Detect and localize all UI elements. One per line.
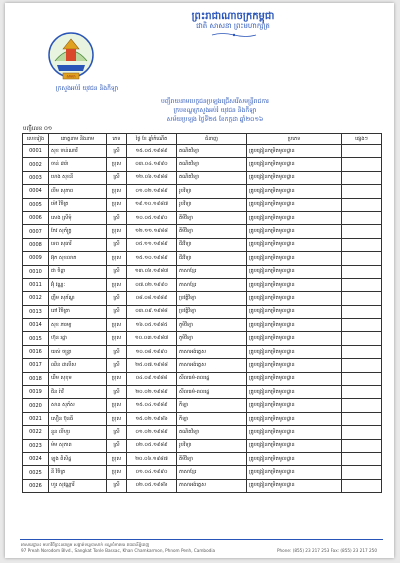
cell-name: សុខ ចាន់ណារី <box>49 145 107 158</box>
cell-type: គ្រូបង្រៀនកម្រិតមូលដ្ឋាន <box>247 412 342 425</box>
cell-sex: ស្រី <box>107 426 127 439</box>
cell-skill: រូបវិទ្យា <box>177 439 247 452</box>
kingdom-heading: ព្រះរាជាណាចក្រកម្ពុជា <box>191 11 275 22</box>
cell-skill: ប្រវត្តិវិទ្យា <box>177 292 247 305</box>
cell-name: ហ៊ុន រដ្ឋា <box>49 332 107 345</box>
cell-type: គ្រូបង្រៀនកម្រិតមូលដ្ឋាន <box>247 252 342 265</box>
cell-name: ឡុង ពិសិដ្ឋ <box>49 452 107 465</box>
col-header-skill: ជំនាញ <box>177 134 247 145</box>
table-row <box>23 386 382 399</box>
title-line-2: ក្របខណ្ឌក្រសួងអប់រំ យុវជន និងកីឡា <box>173 107 257 114</box>
title-line-1: បញ្ជីរាយនាមបេក្ខជនប្រឡងជ្រើសរើសមន្ត្រីរាជការ <box>161 98 269 105</box>
cell-number: 0011 <box>23 278 49 291</box>
cell-dob: ០៧.០២.១៩៩០ <box>127 278 177 291</box>
table-row <box>23 198 382 211</box>
cell-sex: ប្រុស <box>107 225 127 238</box>
table-row <box>23 158 382 171</box>
cell-sex: ស្រី <box>107 345 127 358</box>
cell-type: គ្រូបង្រៀនកម្រិតមូលដ្ឋាន <box>247 238 342 251</box>
cell-name: ទេព សុធារី <box>49 238 107 251</box>
footer-phone: Phone: (855) 23 217 253 Fax: (855) 23 217 250 <box>277 548 377 553</box>
table-row <box>23 211 382 224</box>
cell-sex: ប្រុស <box>107 198 127 211</box>
cell-skill: រូបវិទ្យា <box>177 185 247 198</box>
cell-name: កែវ សុភ័ក្ត្រ <box>49 225 107 238</box>
footer-address-english <box>21 548 381 553</box>
cell-remarks <box>342 171 382 184</box>
cell-type: គ្រូបង្រៀនកម្រិតមូលដ្ឋាន <box>247 372 342 385</box>
cell-name: ហួរ សុវណ្ណារី <box>49 479 107 492</box>
cell-number: 0006 <box>23 211 49 224</box>
cell-remarks <box>342 426 382 439</box>
cell-type: គ្រូបង្រៀនកម្រិតមូលដ្ឋាន <box>247 305 342 318</box>
document-title <box>65 97 365 124</box>
cell-number: 0008 <box>23 238 49 251</box>
table-row <box>23 252 382 265</box>
cell-remarks <box>342 211 382 224</box>
cell-name: សាន សុភ័ស <box>49 399 107 412</box>
cell-type: គ្រូបង្រៀនកម្រិតមូលដ្ឋាន <box>247 211 342 224</box>
ministry-name: ក្រសួងអប់រំ យុវជន និងកីឡា <box>55 85 119 92</box>
cell-number: 0005 <box>23 198 49 211</box>
table-row <box>23 332 382 345</box>
cell-type: គ្រូបង្រៀនកម្រិតមូលដ្ឋាន <box>247 479 342 492</box>
cell-remarks <box>342 145 382 158</box>
cell-name: សេង ស្រីមុំ <box>49 211 107 224</box>
cell-dob: ២០.០២.១៩៨៩ <box>127 386 177 399</box>
table-row <box>23 372 382 385</box>
cell-sex: ប្រុស <box>107 252 127 265</box>
table-row <box>23 265 382 278</box>
cell-type: គ្រូបង្រៀនកម្រិតមូលដ្ឋាន <box>247 332 342 345</box>
cell-type: គ្រូបង្រៀនកម្រិតមូលដ្ឋាន <box>247 359 342 372</box>
cell-number: 0019 <box>23 386 49 399</box>
cell-number: 0004 <box>23 185 49 198</box>
table-row <box>23 479 382 492</box>
cell-dob: ០២.០៥.១៩៨៩ <box>127 439 177 452</box>
cell-sex: ប្រុស <box>107 185 127 198</box>
cell-dob: ០៥.១១.១៩៨៩ <box>127 238 177 251</box>
cell-skill: ភូមិវិទ្យា <box>177 332 247 345</box>
cell-remarks <box>342 359 382 372</box>
cell-skill: គណិតវិទ្យា <box>177 426 247 439</box>
cell-dob: ១៣.០៦.១៩៨៧ <box>127 265 177 278</box>
cell-dob: ២០.០៦.១៩៨៧ <box>127 452 177 465</box>
cell-remarks <box>342 252 382 265</box>
table-row <box>23 171 382 184</box>
national-motto: ជាតិ សាសនា ព្រះមហាក្សត្រ <box>196 22 270 30</box>
cell-number: 0003 <box>23 171 49 184</box>
cell-dob: ០៣.០៩.១៩៨៨ <box>127 305 177 318</box>
cell-sex: ស្រី <box>107 479 127 492</box>
cell-remarks <box>342 452 382 465</box>
document-page <box>5 3 394 558</box>
cell-sex: ស្រី <box>107 238 127 251</box>
cell-dob: ០៨.០៨.១៩៨៩ <box>127 292 177 305</box>
cell-type: គ្រូបង្រៀនកម្រិតមូលដ្ឋាន <box>247 319 342 332</box>
cell-number: 0015 <box>23 332 49 345</box>
candidate-table <box>22 133 382 493</box>
cell-type: គ្រូបង្រៀនកម្រិតមូលដ្ឋាន <box>247 292 342 305</box>
table-row <box>23 439 382 452</box>
cell-skill: ភាសាខ្មែរ <box>177 265 247 278</box>
cell-name: ឃឹម សុខុម <box>49 372 107 385</box>
cell-sex: ប្រុស <box>107 332 127 345</box>
table-row <box>23 426 382 439</box>
cell-type: គ្រូបង្រៀនកម្រិតមូលដ្ឋាន <box>247 439 342 452</box>
ornament-divider <box>210 32 258 38</box>
cell-dob: ០១.០៤.១៩៩០ <box>127 466 177 479</box>
cell-sex: ស្រី <box>107 211 127 224</box>
cell-skill: កីឡា <box>177 412 247 425</box>
cell-remarks <box>342 479 382 492</box>
table-row <box>23 359 382 372</box>
table-row <box>23 292 382 305</box>
col-header-name: គោត្តនាម និងនាម <box>49 134 107 145</box>
cell-name: ពៅ វិចិត្រា <box>49 305 107 318</box>
title-line-3: សម័យប្រឡង ថ្ងៃទី២៥ ខែកក្កដា ឆ្នាំ២០១៦ <box>166 116 264 123</box>
cell-name: សុខ ភារម្យ <box>49 319 107 332</box>
cell-remarks <box>342 399 382 412</box>
cell-type: គ្រូបង្រៀនកម្រិតមូលដ្ឋាន <box>247 185 342 198</box>
cell-number: 0025 <box>23 466 49 479</box>
cell-skill: គណិតវិទ្យា <box>177 171 247 184</box>
cell-sex: ប្រុស <box>107 399 127 412</box>
table-row <box>23 319 382 332</box>
cell-name: សឿន ប៊ុនធី <box>49 412 107 425</box>
cell-skill: ភាសាខ្មែរ <box>177 278 247 291</box>
cell-dob: ២៥.០៧.១៩៨៨ <box>127 359 177 372</box>
cell-dob: ១៩.១០.១៩៨៧ <box>127 198 177 211</box>
cell-number: 0009 <box>23 252 49 265</box>
cell-number: 0007 <box>23 225 49 238</box>
cell-dob: ១៦.០៥.១៩៨៥ <box>127 319 177 332</box>
cell-skill: ភាសាខ្មែរ <box>177 466 247 479</box>
cell-type: គ្រូបង្រៀនកម្រិតមូលដ្ឋាន <box>247 426 342 439</box>
cell-dob: ១២.០៦.១៩៨៨ <box>127 171 177 184</box>
cell-type: គ្រូបង្រៀនកម្រិតមូលដ្ឋាន <box>247 345 342 358</box>
cell-number: 0021 <box>23 412 49 425</box>
svg-text:សាលា: សាលា <box>66 74 76 79</box>
cell-type: គ្រូបង្រៀនកម្រិតមូលដ្ឋាន <box>247 386 342 399</box>
cell-name: យស់ ចន្ទ្រា <box>49 345 107 358</box>
cell-name: ហេង សុខនី <box>49 171 107 184</box>
table-row <box>23 145 382 158</box>
cell-remarks <box>342 466 382 479</box>
cell-sex: ប្រុស <box>107 158 127 171</box>
cell-name: ម៉ៅ វិចិត្រ <box>49 198 107 211</box>
cell-skill: សីលធម៌-ពលរដ្ឋ <box>177 386 247 399</box>
cell-name: នួន លីហួរ <box>49 426 107 439</box>
col-header-type: ប្រភេទ <box>247 134 342 145</box>
cell-name: ចាន់ ដារ៉ា <box>49 158 107 171</box>
cell-type: គ្រូបង្រៀនកម្រិតមូលដ្ឋាន <box>247 225 342 238</box>
footer-address-khmer: អាសយដ្ឋាន៖ មហាវិថីព្រះនរោត្តម សង្កាត់ទន្លេបាសាក់ ខណ្ឌចំការមន រាជធានីភ្នំពេញ <box>21 542 150 547</box>
cell-dob: ០១.០២.១៩៨៩ <box>127 426 177 439</box>
cell-sex: ប្រុស <box>107 319 127 332</box>
cell-number: 0018 <box>23 372 49 385</box>
col-header-sex: ភេទ <box>107 134 127 145</box>
cell-remarks <box>342 278 382 291</box>
cell-number: 0016 <box>23 345 49 358</box>
table-row <box>23 305 382 318</box>
cell-remarks <box>342 345 382 358</box>
cell-name: អ៊ុំ វណ្ណៈ <box>49 278 107 291</box>
table-row <box>23 238 382 251</box>
table-row <box>23 185 382 198</box>
cell-number: 0013 <box>23 305 49 318</box>
cell-skill: គីមីវិទ្យា <box>177 225 247 238</box>
cell-remarks <box>342 238 382 251</box>
cell-remarks <box>342 319 382 332</box>
cell-sex: ស្រី <box>107 305 127 318</box>
cell-name: អ៊ុក សុខលាភ <box>49 252 107 265</box>
table-row <box>23 412 382 425</box>
cell-skill: ភាសាអង់គ្លេស <box>177 479 247 492</box>
cell-sex: ស្រី <box>107 171 127 184</box>
cell-sex: ស្រី <box>107 359 127 372</box>
cell-remarks <box>342 265 382 278</box>
cell-number: 0024 <box>23 452 49 465</box>
cell-sex: ស្រី <box>107 265 127 278</box>
cell-remarks <box>342 412 382 425</box>
cell-remarks <box>342 225 382 238</box>
cell-dob: ០២.០៥.១៩៨៦ <box>127 479 177 492</box>
cell-dob: ១២.១១.១៩៨៨ <box>127 225 177 238</box>
cell-skill: ជីវវិទ្យា <box>177 238 247 251</box>
cell-name: ម៉ម សុភាព <box>49 439 107 452</box>
cell-sex: ស្រី <box>107 292 127 305</box>
cell-remarks <box>342 185 382 198</box>
cell-dob: ០៣.០៤.១៩៩០ <box>127 158 177 171</box>
cell-number: 0001 <box>23 145 49 158</box>
table-row <box>23 225 382 238</box>
cell-skill: ប្រវត្តិវិទ្យា <box>177 305 247 318</box>
table-row <box>23 345 382 358</box>
cell-dob: ១០.០៥.១៩៩០ <box>127 211 177 224</box>
cell-sex: ប្រុស <box>107 412 127 425</box>
cell-skill: គណិតវិទ្យា <box>177 158 247 171</box>
cell-name: ឈិន ដាលីស <box>49 359 107 372</box>
cell-type: គ្រូបង្រៀនកម្រិតមូលដ្ឋាន <box>247 158 342 171</box>
cell-remarks <box>342 198 382 211</box>
cell-type: គ្រូបង្រៀនកម្រិតមូលដ្ឋាន <box>247 452 342 465</box>
cell-sex: ស្រី <box>107 439 127 452</box>
cell-remarks <box>342 292 382 305</box>
cell-name: ញឹម សុភ័ណ្ឌ <box>49 292 107 305</box>
cell-number: 0002 <box>23 158 49 171</box>
cell-number: 0020 <box>23 399 49 412</box>
col-header-remarks: ផ្សេងៗ <box>342 134 382 145</box>
cell-dob: ១០.០៣.១៩៨៧ <box>127 332 177 345</box>
cell-name: ជា ចិន្ដា <box>49 265 107 278</box>
table-row <box>23 399 382 412</box>
cell-dob: ១៥.១០.១៩៨៩ <box>127 252 177 265</box>
table-header-row <box>23 134 382 145</box>
cell-number: 0023 <box>23 439 49 452</box>
cell-remarks <box>342 372 382 385</box>
cell-skill: គីមីវិទ្យា <box>177 211 247 224</box>
cell-sex: ប្រុស <box>107 372 127 385</box>
cell-type: គ្រូបង្រៀនកម្រិតមូលដ្ឋាន <box>247 399 342 412</box>
cell-dob: ១៥.០៤.១៩៨៩ <box>127 399 177 412</box>
cell-skill: ភូមិវិទ្យា <box>177 319 247 332</box>
ministry-emblem-logo <box>47 31 95 83</box>
cell-remarks <box>342 158 382 171</box>
cell-remarks <box>342 305 382 318</box>
cell-remarks <box>342 332 382 345</box>
cell-number: 0026 <box>23 479 49 492</box>
cell-skill: សីលធម៌-ពលរដ្ឋ <box>177 372 247 385</box>
cell-number: 0022 <box>23 426 49 439</box>
cell-name: នី វិចិត្រ <box>49 466 107 479</box>
cell-dob: ១៥.០៥.១៩៨៩ <box>127 145 177 158</box>
cell-type: គ្រូបង្រៀនកម្រិតមូលដ្ឋាន <box>247 171 342 184</box>
cell-remarks <box>342 386 382 399</box>
table-row <box>23 466 382 479</box>
cell-remarks <box>342 439 382 452</box>
cell-number: 0010 <box>23 265 49 278</box>
footer-divider <box>20 539 383 540</box>
cell-number: 0012 <box>23 292 49 305</box>
cell-type: គ្រូបង្រៀនកម្រិតមូលដ្ឋាន <box>247 145 342 158</box>
cell-sex: ស្រី <box>107 145 127 158</box>
cell-dob: ១០.០៨.១៩៩០ <box>127 345 177 358</box>
table-row <box>23 452 382 465</box>
cell-skill: កីឡា <box>177 399 247 412</box>
cell-sex: ស្រី <box>107 386 127 399</box>
cell-type: គ្រូបង្រៀនកម្រិតមូលដ្ឋាន <box>247 198 342 211</box>
cell-sex: ប្រុស <box>107 278 127 291</box>
cell-name: លីម សុភាព <box>49 185 107 198</box>
cell-skill: ភាសាអង់គ្លេស <box>177 359 247 372</box>
col-header-number: លេខរៀង <box>23 134 49 145</box>
cell-number: 0017 <box>23 359 49 372</box>
cell-dob: ០៤.០៩.១៩៨៨ <box>127 372 177 385</box>
list-number: បញ្ជីលេខ ០១ <box>23 126 53 132</box>
cell-name: ជិន រ៉ាវី <box>49 386 107 399</box>
cell-skill: រូបវិទ្យា <box>177 198 247 211</box>
cell-skill: ជីវវិទ្យា <box>177 252 247 265</box>
table-row <box>23 278 382 291</box>
cell-type: គ្រូបង្រៀនកម្រិតមូលដ្ឋាន <box>247 265 342 278</box>
cell-sex: ប្រុស <box>107 466 127 479</box>
cell-dob: ១៥.០២.១៩៨៦ <box>127 412 177 425</box>
cell-dob: ០១.០២.១៩៨៩ <box>127 185 177 198</box>
cell-skill: គណិតវិទ្យា <box>177 145 247 158</box>
cell-type: គ្រូបង្រៀនកម្រិតមូលដ្ឋាន <box>247 278 342 291</box>
cell-skill: គីមីវិទ្យា <box>177 452 247 465</box>
col-header-dob: ថ្ងៃ ខែ ឆ្នាំកំណើត <box>127 134 177 145</box>
cell-number: 0014 <box>23 319 49 332</box>
cell-sex: ប្រុស <box>107 452 127 465</box>
cell-type: គ្រូបង្រៀនកម្រិតមូលដ្ឋាន <box>247 466 342 479</box>
cell-skill: ភាសាអង់គ្លេស <box>177 345 247 358</box>
footer-address: 97 Preah Norodom Blvd., Sangkat Tonle Bassac, Khan Chamkarmon, Phnom Penh, Cambodia <box>21 548 216 553</box>
